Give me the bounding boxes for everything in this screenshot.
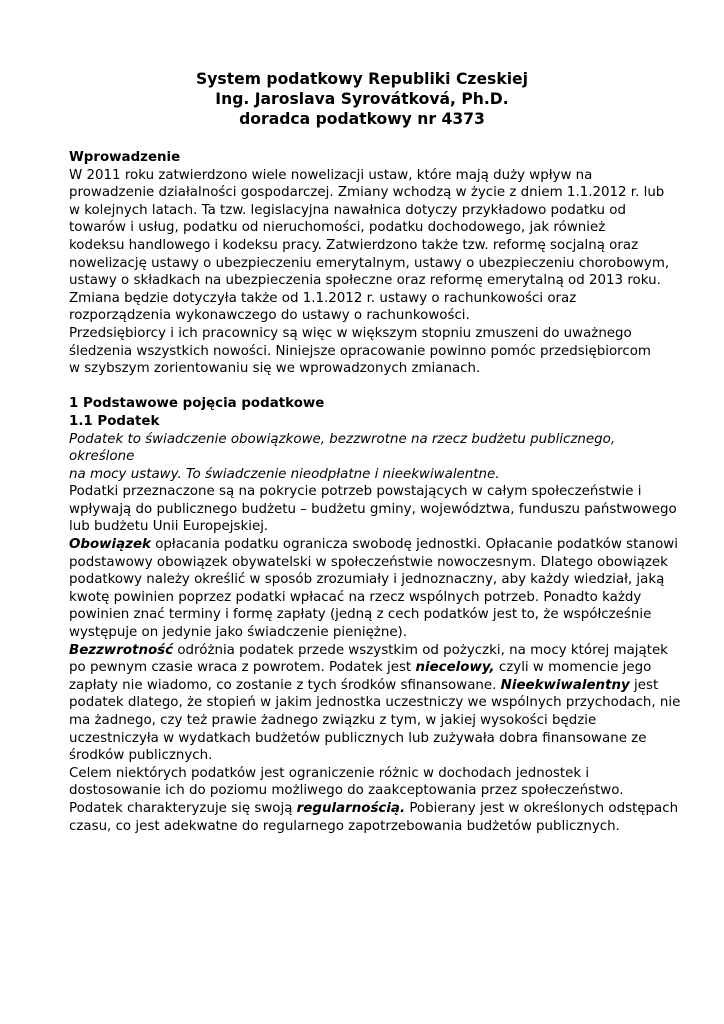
emphasized-term: niecelowy,	[415, 660, 495, 676]
document-body	[69, 149, 681, 835]
text-line	[69, 782, 669, 800]
emphasized-term: regularnością.	[296, 800, 406, 816]
text-line: Podatki przeznaczone są na pokrycie potrzeb powstających w całym społeczeństwie i	[69, 484, 642, 500]
text-run: odróżnia podatek przede wszystkim od pożyczki, na mocy której majątek	[173, 642, 668, 658]
text-line	[69, 712, 669, 730]
text-run: kwotę powinien poprzez podatki wpłacać na rzecz wspólnych potrzeb. Ponadto każdy	[69, 589, 642, 605]
text-line	[69, 571, 669, 589]
emphasized-term: Bezzwrotność	[69, 642, 174, 658]
text-line: określone	[69, 449, 135, 465]
text-run: powinien znać terminy i formę zapłaty (jedną z cech podatków jest to, że współcześnie	[69, 607, 652, 623]
text-run: podstawowy obowiązek obywatelski w społeczeństwie nowoczesnym. Dlatego obowiązek	[69, 554, 668, 570]
intro-paragraph	[69, 167, 669, 378]
text-run: podatkowy należy określić w sposób zrozumiały i jednoznaczny, aby każdy wiedział, jaką	[69, 572, 665, 588]
text-run: uczestniczyła w wydatkach budżetów publicznych lub zużywała dobra finansowane ze	[69, 730, 647, 746]
text-line: W 2011 roku zatwierdzono wiele nowelizacji ustaw, które mają duży wpływ na	[69, 167, 593, 183]
text-line: towarów i usług, podatku od nieruchomości, podatku dochodowego, jak również	[69, 220, 606, 236]
author-line: Ing. Jaroslava Syrovátková, Ph.D.	[215, 90, 509, 108]
text-line	[69, 694, 681, 712]
text-line	[69, 800, 679, 818]
text-run: czasu, co jest adekwatne do regularnego zapotrzebowania budżetów publicznych.	[69, 818, 620, 834]
text-run: opłacania podatku ogranicza swobodę jednostki. Opłacanie podatków stanowi	[150, 537, 678, 553]
text-line: kodeksu handlowego i kodeksu pracy. Zatwierdzono także tzw. reformę socjalną oraz	[69, 237, 639, 253]
tax-features-paragraph	[69, 536, 681, 835]
text-run: Celem niektórych podatków jest ograniczenie różnic w dochodach jednostek i	[69, 765, 590, 781]
definition-paragraph	[69, 431, 669, 484]
text-line	[69, 659, 669, 677]
emphasized-term: Obowiązek	[69, 537, 151, 553]
text-line: w kolejnych latach. Ta tzw. legislacyjna nawałnica dotyczy przykładowo podatku od	[69, 202, 626, 218]
text-run: występuje on jedynie jako świadczenie pieniężne).	[69, 625, 408, 641]
text-run: dostosowanie ich do poziomu możliwego do zaakceptowania przez społeczeństwo.	[69, 783, 624, 799]
text-line: nowelizację ustawy o ubezpieczeniu emerytalnym, ustawy o ubezpieczeniu chorobowym,	[69, 255, 670, 271]
text-line: Zmiana będzie dotyczyła także od 1.1.2012 r. ustawy o rachunkowości oraz	[69, 290, 577, 306]
text-line: ustawy o składkach na ubezpieczenia społeczne oraz reformę emerytalną od 2013 roku.	[69, 273, 661, 289]
text-line	[69, 730, 669, 748]
emphasized-term: Nieekwiwalentny	[500, 677, 630, 693]
text-line	[69, 642, 669, 660]
text-line	[69, 606, 669, 624]
text-run: jest	[629, 677, 659, 693]
title-line: System podatkowy Republiki Czeskiej	[196, 70, 528, 88]
section-heading: 1 Podstawowe pojęcia podatkowe	[69, 396, 325, 412]
document-title	[0, 69, 724, 129]
text-line	[69, 747, 669, 765]
subsection-heading: 1.1 Podatek	[69, 413, 160, 429]
text-run: ma żadnego, czy też prawie żadnego związku z tym, w jakiej wysokości będzie	[69, 713, 597, 728]
text-line: Podatek to świadczenie obowiązkowe, bezzwrotne na rzecz budżetu publicznego,	[69, 431, 616, 447]
section-spacer	[69, 378, 669, 396]
text-run: podatek dlatego, że stopień w jakim jednostka uczestniczy we wspólnych przychodach, nie	[69, 695, 681, 711]
text-run: po pewnym czasie wraca z powrotem. Podatek jest	[69, 660, 416, 676]
text-run: środków publicznych.	[69, 748, 213, 764]
text-line	[69, 677, 669, 695]
text-line	[69, 536, 678, 554]
text-line	[69, 818, 669, 836]
author-role-line: doradca podatkowy nr 4373	[239, 110, 485, 128]
text-line: śledzenia wszystkich nowości. Niniejsze opracowanie powinno pomóc przedsiębiorcom	[69, 343, 651, 359]
text-line: w szybszym zorientowaniu się we wprowadzonych zmianach.	[69, 361, 481, 377]
text-line	[69, 554, 669, 572]
text-run: Pobierany jest w określonych odstępach	[405, 800, 679, 816]
text-line: na mocy ustawy. To świadczenie nieodpłatne i nieekwiwalentne.	[69, 466, 500, 482]
text-run: Podatek charakteryzuje się swoją	[69, 800, 297, 816]
text-run: zapłaty nie wiadomo, co zostanie z tych środków sfinansowane.	[69, 677, 501, 693]
text-line: Przedsiębiorcy i ich pracownicy są więc w większym stopniu zmuszeni do uważnego	[69, 325, 632, 341]
text-line	[69, 765, 669, 783]
text-line: wpływają do publicznego budżetu – budżetu gminy, województwa, funduszu państwowego	[69, 501, 677, 517]
taxes-purpose-paragraph	[69, 483, 677, 536]
text-line	[69, 589, 669, 607]
intro-heading: Wprowadzenie	[69, 150, 181, 165]
text-line: prowadzenie działalności gospodarczej. Zmiany wchodzą w życie z dniem 1.1.2012 r. lub	[69, 185, 665, 201]
text-run: czyli w momencie jego	[494, 660, 652, 676]
text-line: lub budżetu Unii Europejskiej.	[69, 519, 269, 535]
text-line: rozporządzenia wykonawczego do ustawy o rachunkowości.	[69, 308, 470, 324]
text-line	[69, 624, 669, 642]
